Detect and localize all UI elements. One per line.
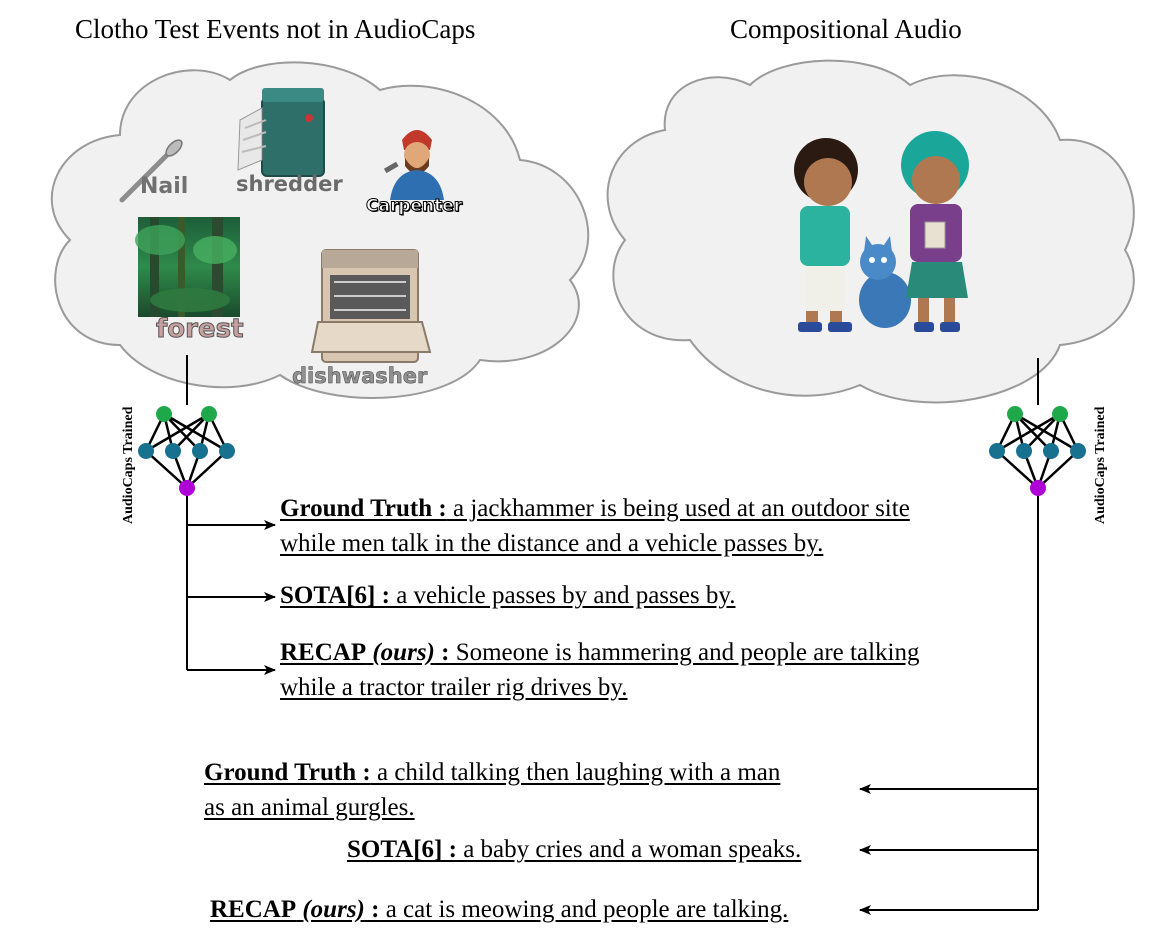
left-neural-network-icon: [146, 414, 227, 488]
ground-truth-text-line1: a jackhammer is being used at an outdoor site: [446, 495, 910, 522]
recap-label: RECAP: [210, 896, 297, 923]
right-connectors: [860, 358, 1038, 910]
left-panel-title: Clotho Test Events not in AudioCaps: [75, 14, 476, 44]
example2-ground-truth: [204, 755, 864, 825]
example1-ground-truth: [280, 491, 1020, 561]
recap-label: RECAP: [280, 639, 367, 666]
event-label-dishwasher: dishwasher: [292, 364, 428, 388]
recap-ours: (ours): [372, 639, 435, 666]
recap-text-line2: while a tractor trailer rig drives by.: [280, 674, 628, 701]
event-label-shredder: shredder: [236, 172, 343, 196]
example2-sota: [347, 832, 867, 867]
right-network-nodes: [989, 406, 1086, 496]
example1-sota: [280, 578, 1020, 613]
right-neural-network-icon: [997, 414, 1078, 488]
recap-colon: :: [364, 896, 380, 923]
sota-text: a baby cries and a woman speaks.: [456, 836, 802, 863]
sota-label: SOTA[6] :: [280, 582, 390, 609]
sota-text: a vehicle passes by and passes by.: [389, 582, 736, 609]
left-network-nodes: [138, 406, 235, 496]
recap-text: a cat is meowing and people are talking.: [379, 896, 789, 923]
left-connectors: [187, 355, 275, 670]
recap-ours: (ours): [302, 896, 365, 923]
example1-recap: [280, 635, 1040, 705]
right-panel-title: Compositional Audio: [730, 14, 962, 44]
recap-colon: :: [434, 639, 450, 666]
recap-text-line1: Someone is hammering and people are talking: [449, 639, 920, 666]
right-model-label: AudioCaps Trained: [1093, 406, 1108, 524]
forest-image: [135, 217, 240, 317]
event-label-carpenter: Carpenter: [366, 196, 463, 216]
ground-truth-text-line2: as an animal gurgles.: [204, 794, 415, 821]
event-label-nail: Nail: [140, 174, 189, 199]
right-cloud: [608, 61, 1134, 403]
dishwasher-icon: [312, 250, 430, 362]
example2-recap: [210, 892, 870, 927]
sota-label: SOTA[6] :: [347, 836, 457, 863]
left-model-label: AudioCaps Trained: [121, 406, 136, 524]
ground-truth-label: Ground Truth :: [280, 495, 447, 522]
event-label-forest: forest: [156, 314, 244, 344]
ground-truth-label: Ground Truth :: [204, 759, 371, 786]
ground-truth-text-line2: while men talk in the distance and a vehicle passes by.: [280, 530, 824, 557]
ground-truth-text-line1: a child talking then laughing with a man: [370, 759, 781, 786]
